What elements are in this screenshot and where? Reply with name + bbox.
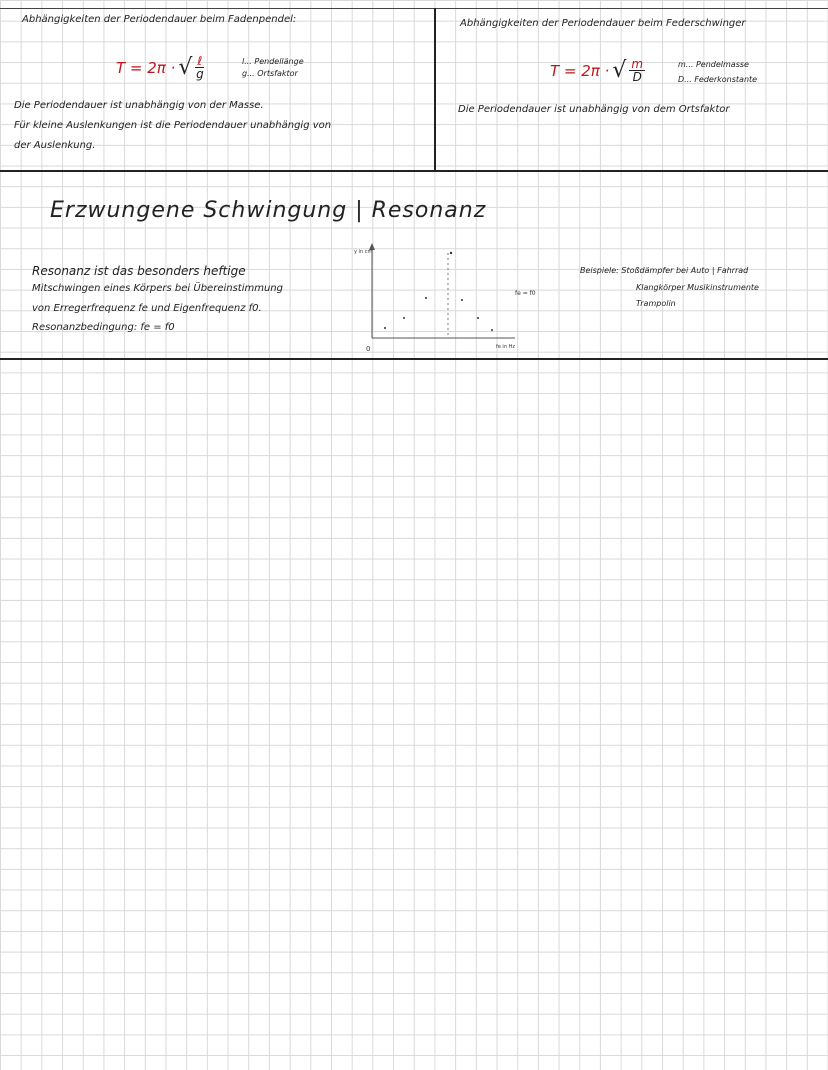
y-axis-label: y in cm: [354, 249, 373, 255]
formula-fraction: [195, 55, 204, 80]
examples-2: Klangkörper Musikinstrumente: [636, 283, 759, 292]
formula-numerator: m: [631, 57, 644, 71]
formula-fraction: [629, 58, 645, 83]
sqrt-icon: √: [612, 58, 627, 83]
spring-note: Die Periodendauer ist unabhängig von dem Ortsfaktor: [458, 104, 730, 115]
formula-lhs: T = 2π ·: [116, 58, 176, 77]
data-point: [425, 297, 427, 299]
data-point: [461, 299, 463, 301]
data-points: [384, 252, 493, 331]
box-divider: [434, 8, 436, 170]
section-divider-1: [0, 170, 828, 172]
resonance-text-2: Mitschwingen eines Körpers bei Übereinstimmung: [32, 283, 283, 294]
spring-legend-1: m... Pendelmasse: [678, 60, 749, 69]
resonance-annotation: fe = f0: [515, 290, 536, 297]
resonance-graph: [340, 238, 540, 358]
section-title: Erzwungene Schwingung | Resonanz: [50, 198, 487, 223]
pendulum-note-3: der Auslenkung.: [14, 140, 96, 151]
formula-numerator: ℓ: [197, 54, 203, 68]
top-border-line: [0, 8, 828, 9]
data-point: [450, 252, 452, 254]
resonance-text-1: Resonanz ist das besonders heftige: [32, 264, 246, 278]
resonance-condition: Resonanzbedingung: fe = f0: [32, 322, 175, 333]
data-point: [477, 317, 479, 319]
sqrt-icon: √: [178, 55, 193, 80]
data-point: [403, 317, 405, 319]
examples-1: Beispiele: Stoßdämpfer bei Auto | Fahrrad: [580, 266, 749, 275]
spring-heading: Abhängigkeiten der Periodendauer beim Federschwinger: [460, 18, 746, 29]
pendulum-note-1: Die Periodendauer ist unabhängig von der Masse.: [14, 100, 264, 111]
data-point: [491, 329, 493, 331]
origin-label: 0: [366, 345, 371, 353]
data-point: [384, 327, 386, 329]
x-axis-label: fe in Hz: [496, 344, 515, 350]
section-divider-2: [0, 358, 828, 360]
formula-denominator: D: [632, 70, 642, 84]
spring-legend-2: D... Federkonstante: [678, 75, 758, 84]
pendulum-formula: [116, 55, 204, 80]
pendulum-legend-1: l... Pendellänge: [242, 57, 304, 66]
pendulum-heading: Abhängigkeiten der Periodendauer beim Fadenpendel:: [22, 14, 297, 25]
examples-3: Trampolin: [636, 299, 676, 308]
spring-formula: [550, 58, 645, 83]
formula-denominator: g: [196, 67, 204, 81]
formula-lhs: T = 2π ·: [550, 61, 610, 80]
resonance-text-3: von Erregerfrequenz fe und Eigenfrequenz f0.: [32, 303, 262, 314]
pendulum-note-2: Für kleine Auslenkungen ist die Periodendauer unabhängig von: [14, 120, 332, 131]
pendulum-legend-2: g... Ortsfaktor: [242, 69, 298, 78]
